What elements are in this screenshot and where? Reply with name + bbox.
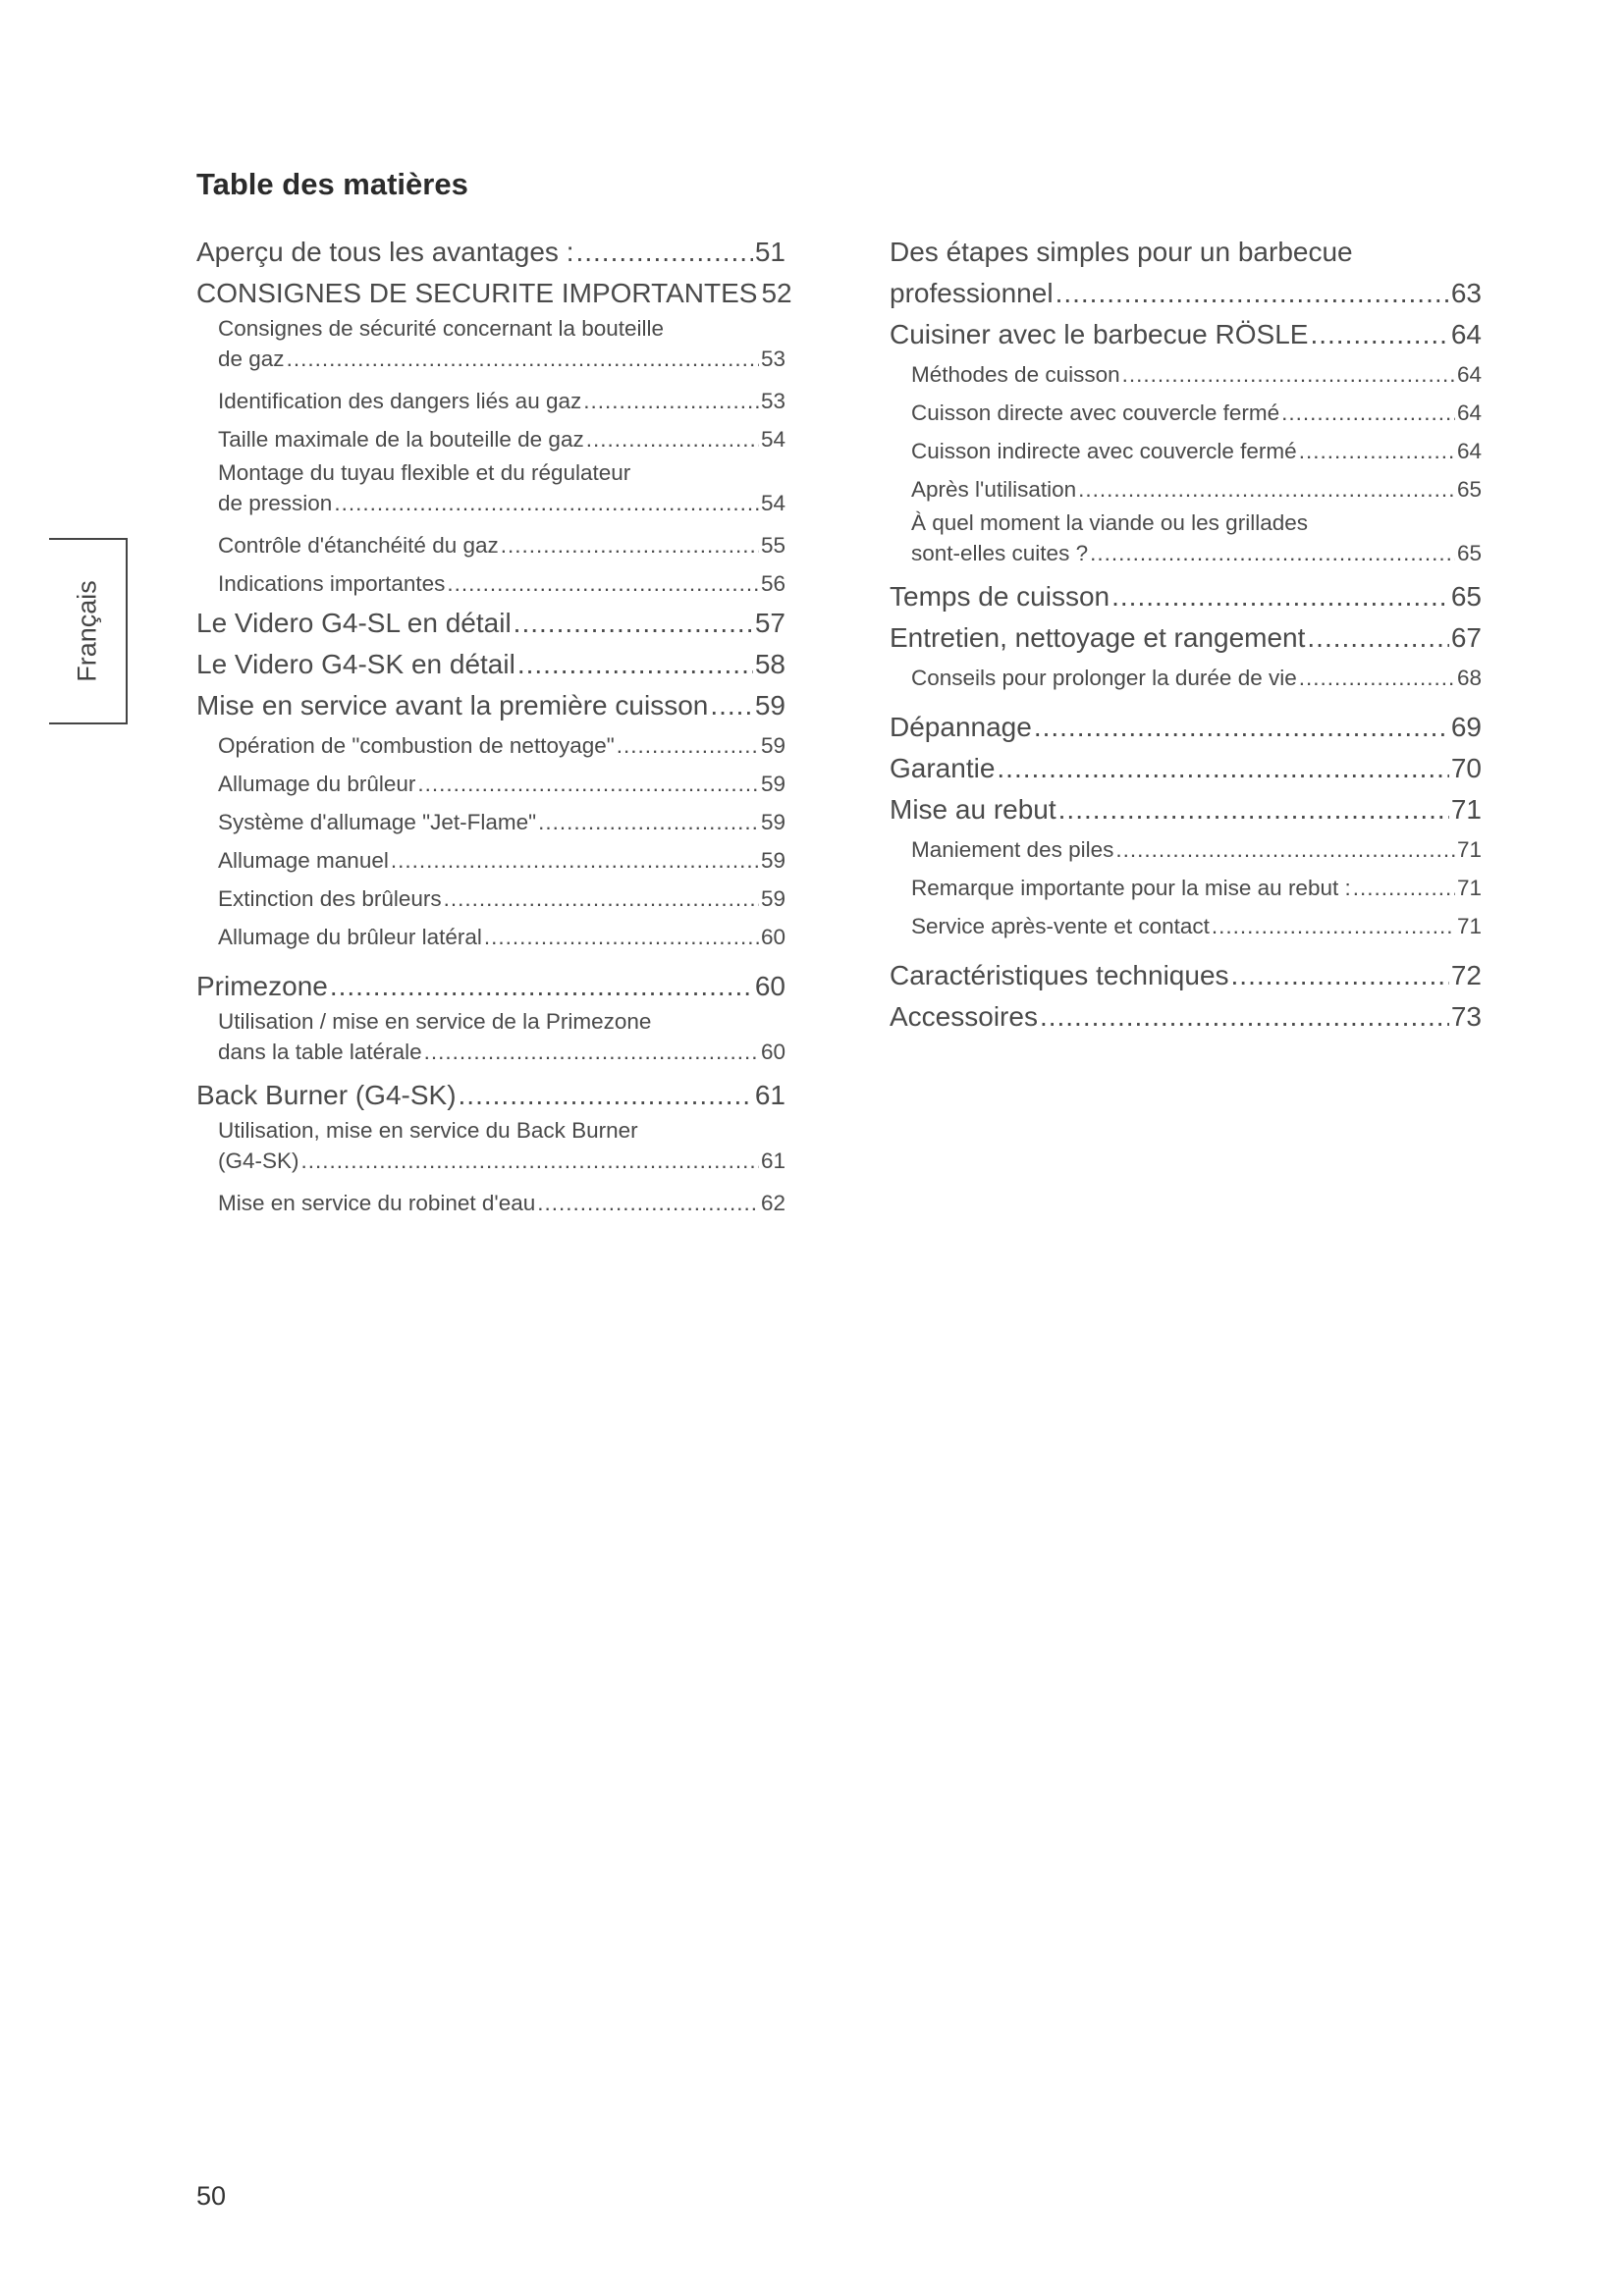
toc-entry[interactable]: Cuisson indirecte avec couvercle fermé ..... 64 [890,432,1482,470]
toc-entry[interactable]: Remarque importante pour la mise au rebut : ..... 71 [890,869,1482,907]
toc-entry[interactable]: Primezone ..... 60 [196,966,785,1007]
toc-entry[interactable]: Mise au rebut ..... 71 [890,789,1482,830]
toc-entry[interactable]: Mise en service du robinet d'eau ..... 62 [196,1184,785,1222]
language-tab [49,538,128,724]
toc-entry[interactable]: (G4-SK) ..... 61 [196,1146,785,1176]
language-tab-label: Français [72,580,102,682]
toc-entry[interactable]: Entretien, nettoyage et rangement ..... 67 [890,617,1482,659]
toc-entry-line[interactable]: À quel moment la viande ou les grillades [911,510,1308,535]
toc-entry[interactable]: Opération de "combustion de nettoyage" ..... 59 [196,726,785,765]
toc-entry[interactable]: Conseils pour prolonger la durée de vie ..... 68 [890,659,1482,697]
toc-entry[interactable]: sont-elles cuites ? ..... 65 [890,538,1482,568]
toc-entry[interactable]: Indications importantes ..... 56 [196,564,785,603]
toc-entry[interactable]: Cuisiner avec le barbecue RÖSLE ..... 64 [890,314,1482,355]
toc-entry-line[interactable]: Consignes de sécurité concernant la bouteille [218,316,665,341]
toc-entry-line[interactable]: Utilisation / mise en service de la Primezone [218,1009,652,1034]
toc-entry[interactable]: Cuisson directe avec couvercle fermé ..... 64 [890,394,1482,432]
toc-entry[interactable]: CONSIGNES DE SECURITE IMPORTANTES 52 [196,278,792,308]
toc-entry[interactable]: Aperçu de tous les avantages : ..... 51 [196,232,785,273]
toc-entry[interactable]: Caractéristiques techniques ..... 72 [890,955,1482,996]
toc-entry[interactable]: Le Videro G4-SK en détail ..... 58 [196,644,785,685]
toc-entry[interactable]: de gaz ..... 53 [196,344,785,374]
toc-entry[interactable]: Système d'allumage "Jet-Flame" ..... 59 [196,803,785,841]
toc-entry[interactable]: Extinction des brûleurs ..... 59 [196,880,785,918]
page-number: 50 [196,2181,227,2211]
toc-entry[interactable]: professionnel ..... 63 [890,273,1482,314]
toc-entry[interactable]: Back Burner (G4-SK) ..... 61 [196,1075,785,1116]
toc-entry[interactable]: Après l'utilisation ..... 65 [890,470,1482,508]
page-title: Table des matières [196,167,468,201]
toc-entry[interactable]: Contrôle d'étanchéité du gaz ..... 55 [196,526,785,564]
toc-entry[interactable]: Allumage manuel ..... 59 [196,841,785,880]
toc-entry[interactable]: Temps de cuisson ..... 65 [890,576,1482,617]
toc-entry[interactable]: Allumage du brûleur ..... 59 [196,765,785,803]
toc-entry[interactable]: Le Videro G4-SL en détail ..... 57 [196,603,785,644]
toc-entry-line[interactable]: Utilisation, mise en service du Back Burner [218,1118,638,1143]
toc-entry[interactable]: dans la table latérale ..... 60 [196,1037,785,1067]
toc-entry[interactable]: Taille maximale de la bouteille de gaz ..... 54 [196,420,785,458]
toc-entry[interactable]: Allumage du brûleur latéral ..... 60 [196,918,785,956]
toc-entry[interactable]: Garantie ..... 70 [890,748,1482,789]
toc-entry[interactable]: Dépannage ..... 69 [890,707,1482,748]
toc-entry[interactable]: de pression ..... 54 [196,488,785,518]
toc-entry[interactable]: Mise en service avant la première cuisson ..... 59 [196,685,785,726]
toc-right-column [890,232,1482,1038]
toc-entry[interactable]: Identification des dangers liés au gaz ..... 53 [196,382,785,420]
toc-entry-line[interactable]: Montage du tuyau flexible et du régulateur [218,460,631,485]
toc-entry[interactable]: Service après-vente et contact ..... 71 [890,907,1482,945]
toc-entry[interactable]: Accessoires ..... 73 [890,996,1482,1038]
toc-left-column [196,232,792,1222]
toc-entry[interactable]: Maniement des piles ..... 71 [890,830,1482,869]
toc-entry-line[interactable]: Des étapes simples pour un barbecue [890,237,1353,267]
toc-entry[interactable]: Méthodes de cuisson ..... 64 [890,355,1482,394]
